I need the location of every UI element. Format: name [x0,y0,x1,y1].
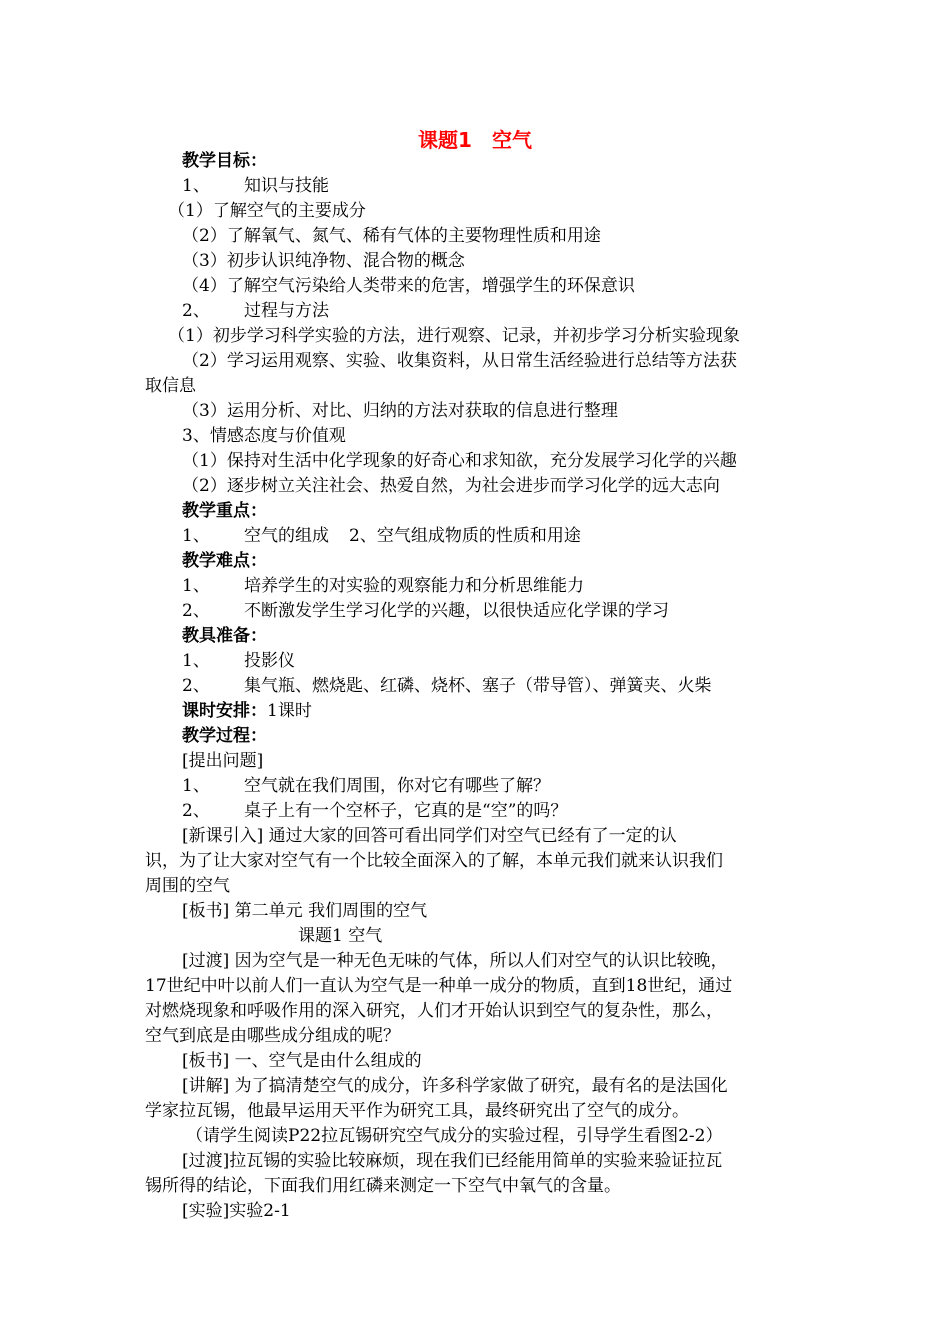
text-line: 课题1 空气 [298,926,383,946]
text-line: （3）初步认识纯净物、混合物的概念 [182,251,465,271]
text-line: 取信息 [145,376,196,396]
list-number: 2、 [182,801,210,821]
section-heading-materials: 教具准备： [182,626,267,646]
section-heading-process: 教学过程： [182,726,267,746]
text-line: 空气到底是由哪些成分组成的呢？ [145,1026,400,1046]
text-line: 17世纪中叶以前人们一直认为空气是一种单一成分的物质，直到18世纪，通过 [145,976,733,996]
section-heading-objectives: 教学目标： [182,151,267,171]
list-text: 空气就在我们周围，你对它有哪些了解？ [244,776,550,796]
schedule-value: 1课时 [267,701,312,721]
list-text: 不断激发学生学习化学的兴趣，以很快适应化学课的学习 [244,601,669,621]
list-text: 桌子上有一个空杯子，它真的是“空”的吗？ [244,801,568,821]
list-text: 2、空气组成物质的性质和用途 [349,526,581,546]
list-text: 集气瓶、燃烧匙、红磷、烧杯、塞子（带导管）、弹簧夹、火柴 [244,676,712,696]
text-line: 识，为了让大家对空气有一个比较全面深入的了解，本单元我们就来认识我们 [145,851,723,871]
list-text: 过程与方法 [244,301,329,321]
text-line [182,649,295,673]
text-line [182,524,581,548]
text-line: （4）了解空气污染给人类带来的危害，增强学生的环保意识 [182,276,635,296]
page-title: 课题1 空气 [418,128,532,152]
list-number: 1、 [182,776,210,796]
text-line [182,774,550,798]
list-text: 培养学生的对实验的观察能力和分析思维能力 [244,576,584,596]
text-line [182,299,329,323]
text-line: [板书] 第二单元 我们周围的空气 [182,901,428,921]
text-line: （2）逐步树立关注社会、热爱自然，为社会进步而学习化学的远大志向 [182,476,720,496]
text-line [182,599,669,623]
text-line: [讲解] 为了搞清楚空气的成分，许多科学家做了研究，最有名的是法国化 [182,1076,728,1096]
text-line: （1）了解空气的主要成分 [168,201,366,221]
list-text: 空气的组成 [244,526,329,546]
text-line: （2）学习运用观察、实验、收集资料，从日常生活经验进行总结等方法获 [182,351,737,371]
text-line: [实验]实验2-1 [182,1201,291,1221]
section-heading-key-points: 教学重点： [182,501,267,521]
list-number: 2、 [182,676,210,696]
text-line [182,699,312,723]
text-line: [过渡] 因为空气是一种无色无味的气体，所以人们对空气的认识比较晚， [182,951,728,971]
text-line: [板书] 一、空气是由什么组成的 [182,1051,422,1071]
list-number: 1、 [182,176,210,196]
text-line: （1）初步学习科学实验的方法，进行观察、记录，并初步学习分析实验现象 [168,326,740,346]
list-text: 知识与技能 [244,176,329,196]
list-number: 2、 [182,301,210,321]
text-line: [新课引入] 通过大家的回答可看出同学们对空气已经有了一定的认 [182,826,677,846]
text-line [182,799,567,823]
text-line: [提出问题] [182,751,264,771]
list-number: 1、 [182,651,210,671]
list-number: 2、 [182,601,210,621]
text-line: （请学生阅读P22拉瓦锡研究空气成分的实验过程，引导学生看图2-2） [186,1126,723,1146]
text-line: 学家拉瓦锡，他最早运用天平作为研究工具，最终研究出了空气的成分。 [145,1101,689,1121]
text-line [182,174,329,198]
text-line [182,574,584,598]
list-number: 1、 [182,576,210,596]
section-heading-schedule: 课时安排： [182,701,267,721]
list-text: 投影仪 [244,651,295,671]
text-line: 3、情感态度与价值观 [182,426,346,446]
text-line: 周围的空气 [145,876,230,896]
list-number: 1、 [182,526,210,546]
text-line: [过渡]拉瓦锡的实验比较麻烦，现在我们已经能用简单的实验来验证拉瓦 [182,1151,723,1171]
text-line: （1）保持对生活中化学现象的好奇心和求知欲，充分发展学习化学的兴趣 [182,451,737,471]
text-line: （3）运用分析、对比、归纳的方法对获取的信息进行整理 [182,401,618,421]
text-line: 对燃烧现象和呼吸作用的深入研究，人们才开始认识到空气的复杂性，那么， [145,1001,723,1021]
section-heading-difficulties: 教学难点： [182,551,267,571]
text-line: （2）了解氧气、氮气、稀有气体的主要物理性质和用途 [182,226,601,246]
text-line [182,674,712,698]
text-line: 锡所得的结论，下面我们用红磷来测定一下空气中氧气的含量。 [145,1176,621,1196]
